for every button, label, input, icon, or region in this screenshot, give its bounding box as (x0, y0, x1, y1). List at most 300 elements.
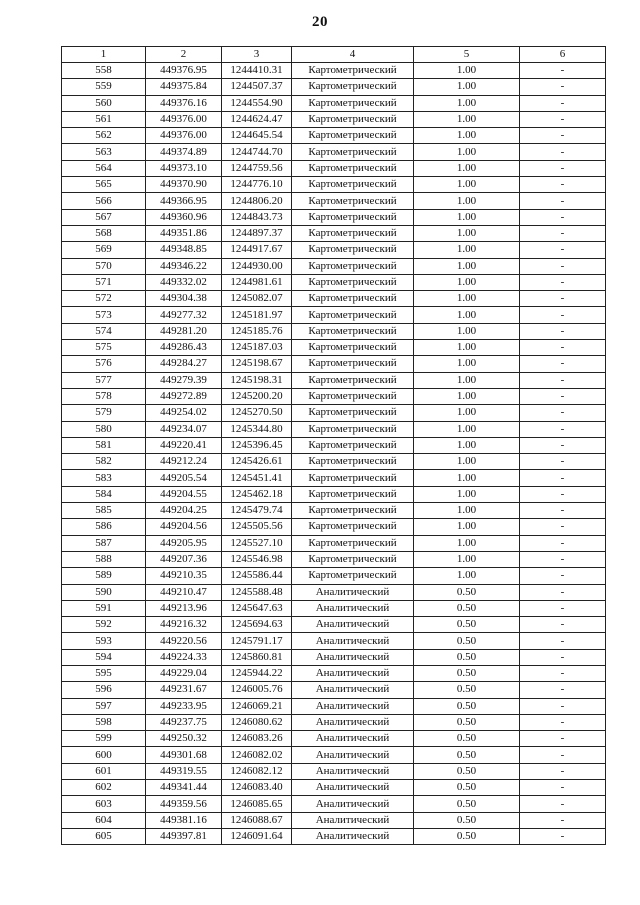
point-number-cell: 566 (62, 193, 146, 209)
table-row (62, 421, 606, 437)
accuracy-cell: 1.00 (414, 535, 520, 551)
table-row (62, 193, 606, 209)
y-coordinate-cell: 1245451.41 (222, 470, 292, 486)
table-row (62, 747, 606, 763)
table-row (62, 63, 606, 79)
method-cell: Аналитический (292, 584, 414, 600)
method-cell: Картометрический (292, 486, 414, 502)
x-coordinate-cell: 449279.39 (146, 372, 222, 388)
note-cell: - (520, 470, 606, 486)
note-cell: - (520, 209, 606, 225)
accuracy-cell: 1.00 (414, 340, 520, 356)
table-row (62, 617, 606, 633)
accuracy-cell: 0.50 (414, 617, 520, 633)
x-coordinate-cell: 449212.24 (146, 454, 222, 470)
point-number-cell: 578 (62, 388, 146, 404)
accuracy-cell: 1.00 (414, 421, 520, 437)
y-coordinate-cell: 1246082.12 (222, 763, 292, 779)
table-row (62, 812, 606, 828)
accuracy-cell: 1.00 (414, 258, 520, 274)
point-number-cell: 605 (62, 828, 146, 844)
accuracy-cell: 0.50 (414, 600, 520, 616)
y-coordinate-cell: 1244744.70 (222, 144, 292, 160)
table-row (62, 209, 606, 225)
note-cell: - (520, 486, 606, 502)
accuracy-cell: 1.00 (414, 177, 520, 193)
x-coordinate-cell: 449210.47 (146, 584, 222, 600)
x-coordinate-cell: 449397.81 (146, 828, 222, 844)
point-number-cell: 575 (62, 340, 146, 356)
point-number-cell: 593 (62, 633, 146, 649)
y-coordinate-cell: 1244776.10 (222, 177, 292, 193)
x-coordinate-cell: 449376.00 (146, 128, 222, 144)
table-row (62, 160, 606, 176)
note-cell: - (520, 617, 606, 633)
x-coordinate-cell: 449237.75 (146, 714, 222, 730)
note-cell: - (520, 111, 606, 127)
note-cell: - (520, 128, 606, 144)
point-number-cell: 602 (62, 780, 146, 796)
table-row (62, 307, 606, 323)
point-number-cell: 584 (62, 486, 146, 502)
note-cell: - (520, 665, 606, 681)
accuracy-cell: 0.50 (414, 584, 520, 600)
x-coordinate-cell: 449220.41 (146, 437, 222, 453)
accuracy-cell: 1.00 (414, 291, 520, 307)
header-row (62, 47, 606, 63)
point-number-cell: 560 (62, 95, 146, 111)
table-row (62, 568, 606, 584)
x-coordinate-cell: 449224.33 (146, 649, 222, 665)
note-cell: - (520, 780, 606, 796)
coordinates-table (61, 46, 606, 845)
table-row (62, 291, 606, 307)
table-row (62, 405, 606, 421)
table-row (62, 258, 606, 274)
accuracy-cell: 1.00 (414, 519, 520, 535)
x-coordinate-cell: 449346.22 (146, 258, 222, 274)
point-number-cell: 585 (62, 503, 146, 519)
point-number-cell: 589 (62, 568, 146, 584)
accuracy-cell: 1.00 (414, 372, 520, 388)
accuracy-cell: 0.50 (414, 633, 520, 649)
note-cell: - (520, 682, 606, 698)
point-number-cell: 597 (62, 698, 146, 714)
method-cell: Аналитический (292, 828, 414, 844)
table-row (62, 682, 606, 698)
method-cell: Картометрический (292, 535, 414, 551)
note-cell: - (520, 242, 606, 258)
column-header: 6 (520, 47, 606, 63)
method-cell: Аналитический (292, 780, 414, 796)
y-coordinate-cell: 1245546.98 (222, 551, 292, 567)
x-coordinate-cell: 449373.10 (146, 160, 222, 176)
method-cell: Картометрический (292, 144, 414, 160)
point-number-cell: 574 (62, 323, 146, 339)
method-cell: Аналитический (292, 747, 414, 763)
point-number-cell: 582 (62, 454, 146, 470)
note-cell: - (520, 405, 606, 421)
method-cell: Картометрический (292, 291, 414, 307)
x-coordinate-cell: 449272.89 (146, 388, 222, 404)
point-number-cell: 599 (62, 731, 146, 747)
table-row (62, 649, 606, 665)
y-coordinate-cell: 1246088.67 (222, 812, 292, 828)
note-cell: - (520, 600, 606, 616)
table-body (62, 63, 606, 845)
table-row (62, 731, 606, 747)
method-cell: Аналитический (292, 665, 414, 681)
note-cell: - (520, 763, 606, 779)
accuracy-cell: 1.00 (414, 437, 520, 453)
method-cell: Картометрический (292, 193, 414, 209)
y-coordinate-cell: 1244930.00 (222, 258, 292, 274)
y-coordinate-cell: 1245860.81 (222, 649, 292, 665)
table-row (62, 584, 606, 600)
note-cell: - (520, 568, 606, 584)
method-cell: Картометрический (292, 323, 414, 339)
note-cell: - (520, 698, 606, 714)
x-coordinate-cell: 449216.32 (146, 617, 222, 633)
method-cell: Картометрический (292, 356, 414, 372)
table-row (62, 796, 606, 812)
accuracy-cell: 0.50 (414, 682, 520, 698)
method-cell: Картометрический (292, 128, 414, 144)
y-coordinate-cell: 1245694.63 (222, 617, 292, 633)
y-coordinate-cell: 1244410.31 (222, 63, 292, 79)
accuracy-cell: 1.00 (414, 225, 520, 241)
table-row (62, 111, 606, 127)
accuracy-cell: 1.00 (414, 95, 520, 111)
table-row (62, 95, 606, 111)
y-coordinate-cell: 1246083.26 (222, 731, 292, 747)
method-cell: Аналитический (292, 600, 414, 616)
x-coordinate-cell: 449370.90 (146, 177, 222, 193)
method-cell: Аналитический (292, 698, 414, 714)
accuracy-cell: 0.50 (414, 665, 520, 681)
y-coordinate-cell: 1244917.67 (222, 242, 292, 258)
point-number-cell: 567 (62, 209, 146, 225)
point-number-cell: 595 (62, 665, 146, 681)
x-coordinate-cell: 449205.54 (146, 470, 222, 486)
y-coordinate-cell: 1246069.21 (222, 698, 292, 714)
y-coordinate-cell: 1245462.18 (222, 486, 292, 502)
x-coordinate-cell: 449374.89 (146, 144, 222, 160)
x-coordinate-cell: 449304.38 (146, 291, 222, 307)
point-number-cell: 577 (62, 372, 146, 388)
accuracy-cell: 1.00 (414, 503, 520, 519)
accuracy-cell: 0.50 (414, 780, 520, 796)
y-coordinate-cell: 1245396.45 (222, 437, 292, 453)
accuracy-cell: 1.00 (414, 79, 520, 95)
point-number-cell: 568 (62, 225, 146, 241)
note-cell: - (520, 551, 606, 567)
note-cell: - (520, 388, 606, 404)
point-number-cell: 580 (62, 421, 146, 437)
point-number-cell: 596 (62, 682, 146, 698)
note-cell: - (520, 731, 606, 747)
point-number-cell: 571 (62, 274, 146, 290)
x-coordinate-cell: 449284.27 (146, 356, 222, 372)
note-cell: - (520, 340, 606, 356)
method-cell: Картометрический (292, 568, 414, 584)
method-cell: Картометрический (292, 95, 414, 111)
point-number-cell: 572 (62, 291, 146, 307)
table-row (62, 144, 606, 160)
point-number-cell: 588 (62, 551, 146, 567)
y-coordinate-cell: 1246005.76 (222, 682, 292, 698)
method-cell: Картометрический (292, 177, 414, 193)
accuracy-cell: 0.50 (414, 828, 520, 844)
table-header (62, 47, 606, 63)
accuracy-cell: 0.50 (414, 731, 520, 747)
method-cell: Аналитический (292, 617, 414, 633)
point-number-cell: 598 (62, 714, 146, 730)
point-number-cell: 587 (62, 535, 146, 551)
x-coordinate-cell: 449341.44 (146, 780, 222, 796)
note-cell: - (520, 747, 606, 763)
note-cell: - (520, 714, 606, 730)
x-coordinate-cell: 449348.85 (146, 242, 222, 258)
x-coordinate-cell: 449286.43 (146, 340, 222, 356)
method-cell: Картометрический (292, 63, 414, 79)
point-number-cell: 600 (62, 747, 146, 763)
method-cell: Аналитический (292, 633, 414, 649)
table-row (62, 437, 606, 453)
note-cell: - (520, 95, 606, 111)
x-coordinate-cell: 449381.16 (146, 812, 222, 828)
method-cell: Картометрический (292, 437, 414, 453)
table-row (62, 340, 606, 356)
method-cell: Картометрический (292, 405, 414, 421)
method-cell: Аналитический (292, 731, 414, 747)
column-header: 2 (146, 47, 222, 63)
accuracy-cell: 1.00 (414, 160, 520, 176)
point-number-cell: 583 (62, 470, 146, 486)
x-coordinate-cell: 449250.32 (146, 731, 222, 747)
point-number-cell: 569 (62, 242, 146, 258)
method-cell: Картометрический (292, 111, 414, 127)
y-coordinate-cell: 1244843.73 (222, 209, 292, 225)
x-coordinate-cell: 449254.02 (146, 405, 222, 421)
note-cell: - (520, 633, 606, 649)
y-coordinate-cell: 1246091.64 (222, 828, 292, 844)
accuracy-cell: 1.00 (414, 470, 520, 486)
table-row (62, 372, 606, 388)
y-coordinate-cell: 1245647.63 (222, 600, 292, 616)
x-coordinate-cell: 449376.16 (146, 95, 222, 111)
accuracy-cell: 1.00 (414, 63, 520, 79)
accuracy-cell: 1.00 (414, 551, 520, 567)
column-header: 3 (222, 47, 292, 63)
y-coordinate-cell: 1244897.37 (222, 225, 292, 241)
point-number-cell: 601 (62, 763, 146, 779)
y-coordinate-cell: 1245200.20 (222, 388, 292, 404)
accuracy-cell: 1.00 (414, 388, 520, 404)
accuracy-cell: 1.00 (414, 144, 520, 160)
method-cell: Картометрический (292, 79, 414, 95)
y-coordinate-cell: 1245270.50 (222, 405, 292, 421)
method-cell: Картометрический (292, 388, 414, 404)
accuracy-cell: 1.00 (414, 307, 520, 323)
method-cell: Аналитический (292, 649, 414, 665)
method-cell: Картометрический (292, 551, 414, 567)
method-cell: Картометрический (292, 421, 414, 437)
table-row (62, 454, 606, 470)
column-header: 1 (62, 47, 146, 63)
method-cell: Картометрический (292, 209, 414, 225)
x-coordinate-cell: 449210.35 (146, 568, 222, 584)
accuracy-cell: 0.50 (414, 812, 520, 828)
x-coordinate-cell: 449281.20 (146, 323, 222, 339)
y-coordinate-cell: 1245082.07 (222, 291, 292, 307)
x-coordinate-cell: 449233.95 (146, 698, 222, 714)
y-coordinate-cell: 1245586.44 (222, 568, 292, 584)
note-cell: - (520, 649, 606, 665)
table-row (62, 242, 606, 258)
table-row (62, 763, 606, 779)
table-row (62, 388, 606, 404)
point-number-cell: 559 (62, 79, 146, 95)
y-coordinate-cell: 1245344.80 (222, 421, 292, 437)
note-cell: - (520, 828, 606, 844)
note-cell: - (520, 225, 606, 241)
x-coordinate-cell: 449366.95 (146, 193, 222, 209)
method-cell: Картометрический (292, 258, 414, 274)
table-row (62, 633, 606, 649)
method-cell: Картометрический (292, 274, 414, 290)
table-row (62, 535, 606, 551)
point-number-cell: 586 (62, 519, 146, 535)
x-coordinate-cell: 449234.07 (146, 421, 222, 437)
accuracy-cell: 1.00 (414, 454, 520, 470)
accuracy-cell: 1.00 (414, 209, 520, 225)
point-number-cell: 558 (62, 63, 146, 79)
column-header: 4 (292, 47, 414, 63)
note-cell: - (520, 503, 606, 519)
method-cell: Картометрический (292, 503, 414, 519)
x-coordinate-cell: 449375.84 (146, 79, 222, 95)
method-cell: Аналитический (292, 763, 414, 779)
column-header: 5 (414, 47, 520, 63)
y-coordinate-cell: 1245588.48 (222, 584, 292, 600)
accuracy-cell: 0.50 (414, 796, 520, 812)
point-number-cell: 573 (62, 307, 146, 323)
table-row (62, 486, 606, 502)
accuracy-cell: 1.00 (414, 128, 520, 144)
note-cell: - (520, 177, 606, 193)
x-coordinate-cell: 449351.86 (146, 225, 222, 241)
page-number: 20 (312, 14, 328, 30)
note-cell: - (520, 307, 606, 323)
note-cell: - (520, 323, 606, 339)
method-cell: Картометрический (292, 519, 414, 535)
point-number-cell: 592 (62, 617, 146, 633)
x-coordinate-cell: 449204.25 (146, 503, 222, 519)
x-coordinate-cell: 449376.00 (146, 111, 222, 127)
y-coordinate-cell: 1245187.03 (222, 340, 292, 356)
x-coordinate-cell: 449301.68 (146, 747, 222, 763)
table-row (62, 503, 606, 519)
note-cell: - (520, 291, 606, 307)
point-number-cell: 562 (62, 128, 146, 144)
table-row (62, 225, 606, 241)
x-coordinate-cell: 449231.67 (146, 682, 222, 698)
method-cell: Картометрический (292, 160, 414, 176)
note-cell: - (520, 584, 606, 600)
point-number-cell: 579 (62, 405, 146, 421)
accuracy-cell: 1.00 (414, 323, 520, 339)
point-number-cell: 603 (62, 796, 146, 812)
accuracy-cell: 1.00 (414, 356, 520, 372)
y-coordinate-cell: 1245505.56 (222, 519, 292, 535)
note-cell: - (520, 796, 606, 812)
point-number-cell: 576 (62, 356, 146, 372)
y-coordinate-cell: 1244554.90 (222, 95, 292, 111)
method-cell: Картометрический (292, 225, 414, 241)
y-coordinate-cell: 1245791.17 (222, 633, 292, 649)
table-row (62, 274, 606, 290)
note-cell: - (520, 519, 606, 535)
accuracy-cell: 0.50 (414, 747, 520, 763)
table-row (62, 600, 606, 616)
note-cell: - (520, 79, 606, 95)
table-row (62, 177, 606, 193)
y-coordinate-cell: 1245181.97 (222, 307, 292, 323)
point-number-cell: 594 (62, 649, 146, 665)
table-row (62, 79, 606, 95)
method-cell: Картометрический (292, 454, 414, 470)
accuracy-cell: 1.00 (414, 568, 520, 584)
y-coordinate-cell: 1245527.10 (222, 535, 292, 551)
note-cell: - (520, 193, 606, 209)
y-coordinate-cell: 1246082.02 (222, 747, 292, 763)
method-cell: Картометрический (292, 242, 414, 258)
method-cell: Картометрический (292, 340, 414, 356)
y-coordinate-cell: 1244981.61 (222, 274, 292, 290)
point-number-cell: 565 (62, 177, 146, 193)
accuracy-cell: 1.00 (414, 486, 520, 502)
point-number-cell: 570 (62, 258, 146, 274)
y-coordinate-cell: 1245944.22 (222, 665, 292, 681)
y-coordinate-cell: 1246083.40 (222, 780, 292, 796)
table-row (62, 470, 606, 486)
y-coordinate-cell: 1244759.56 (222, 160, 292, 176)
x-coordinate-cell: 449359.56 (146, 796, 222, 812)
point-number-cell: 563 (62, 144, 146, 160)
note-cell: - (520, 274, 606, 290)
y-coordinate-cell: 1245185.76 (222, 323, 292, 339)
y-coordinate-cell: 1244806.20 (222, 193, 292, 209)
method-cell: Аналитический (292, 682, 414, 698)
x-coordinate-cell: 449319.55 (146, 763, 222, 779)
x-coordinate-cell: 449360.96 (146, 209, 222, 225)
accuracy-cell: 1.00 (414, 274, 520, 290)
y-coordinate-cell: 1245198.67 (222, 356, 292, 372)
note-cell: - (520, 63, 606, 79)
table-row (62, 780, 606, 796)
note-cell: - (520, 160, 606, 176)
table-row (62, 356, 606, 372)
note-cell: - (520, 144, 606, 160)
point-number-cell: 604 (62, 812, 146, 828)
method-cell: Картометрический (292, 307, 414, 323)
point-number-cell: 564 (62, 160, 146, 176)
note-cell: - (520, 454, 606, 470)
y-coordinate-cell: 1245426.61 (222, 454, 292, 470)
note-cell: - (520, 437, 606, 453)
x-coordinate-cell: 449376.95 (146, 63, 222, 79)
